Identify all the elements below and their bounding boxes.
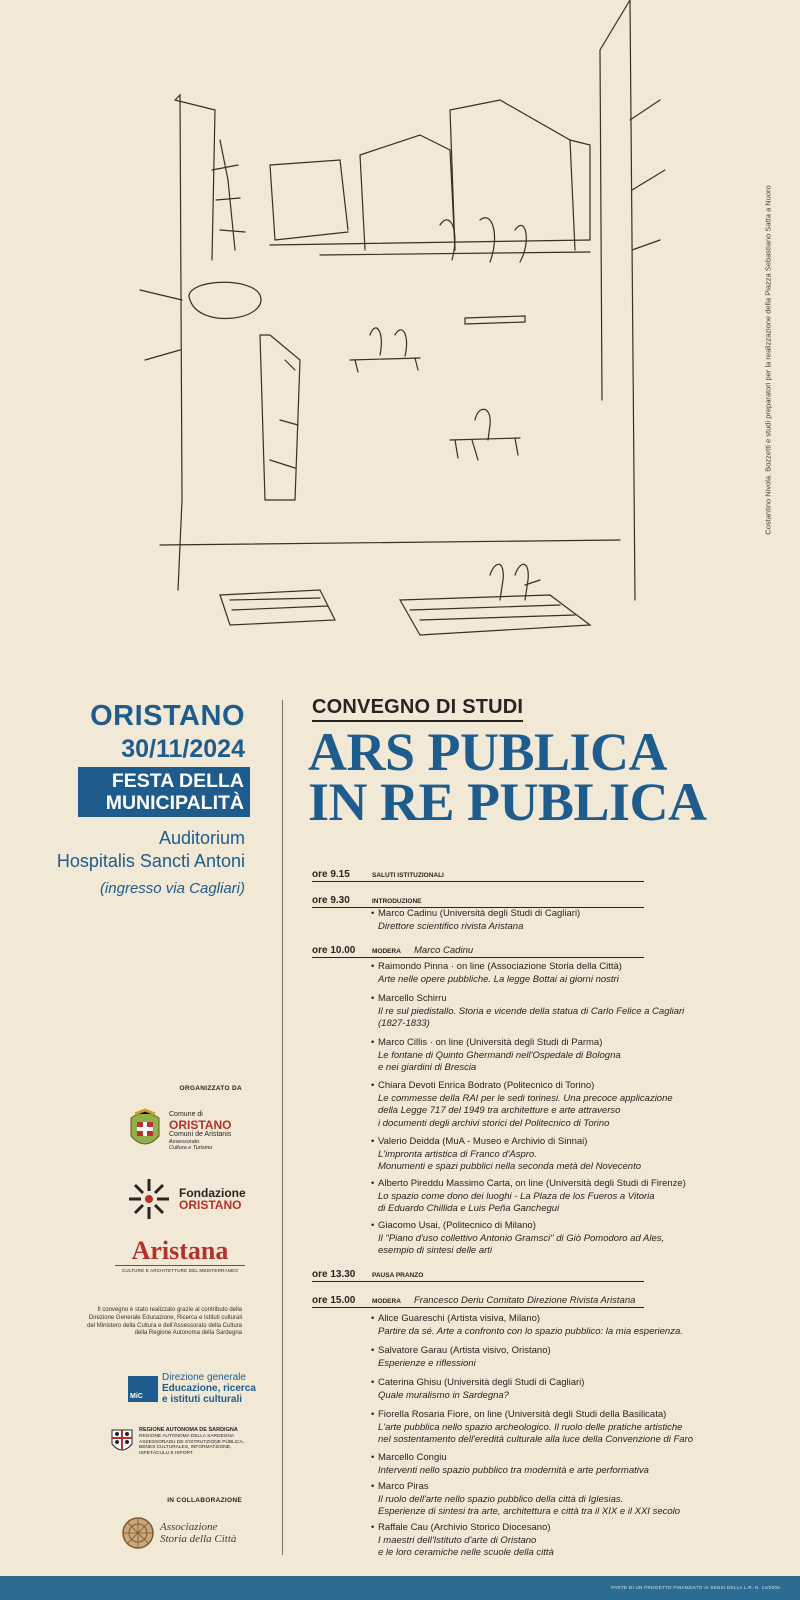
talk-desc: esempio di sintesi delle arti xyxy=(378,1245,493,1256)
comune-sub-3: Cultura e Turismo xyxy=(169,1145,213,1151)
talk-desc: i documenti degli archivi storici del Politecnico di Torino xyxy=(378,1117,610,1129)
city-name: ORISTANO xyxy=(90,700,245,732)
talk-item xyxy=(372,993,762,1031)
aristana-logo xyxy=(115,1238,245,1273)
talk-desc: di Eduardo Chillida e Luis Peña Ganchegui xyxy=(378,1203,560,1214)
dg-line-3: e istituti culturali xyxy=(162,1394,243,1405)
talk-desc: L'impronta artistica di Franco d'Aspro. xyxy=(378,1148,537,1160)
talk-desc: (1827-1833) xyxy=(378,1018,430,1029)
talk-item xyxy=(372,1136,762,1174)
talk-desc: della Legge 717 del 1949 tra architetture e arte attraverso xyxy=(378,1105,621,1116)
talk-desc: Direttore scientifico rivista Aristana xyxy=(378,920,524,932)
coat-of-arms-icon xyxy=(125,1108,165,1154)
fondazione-line-1: Fondazione xyxy=(179,1186,246,1200)
speaker: • Valerio Deidda (MuA - Museo e Archivio di Sinnai) xyxy=(372,1136,762,1149)
talk-desc: I maestri dell'Istituto d'arte di Oristano xyxy=(378,1534,537,1546)
comune-sub-1: Comuni de Aristanis xyxy=(169,1131,232,1138)
venue xyxy=(57,827,245,873)
speaker: • Caterina Ghisu (Università degli Studi di Cagliari) xyxy=(372,1377,762,1390)
speaker: • Marcello Congiu xyxy=(372,1452,762,1465)
speaker: • Salvatore Garau (Artista visivo, Oristano) xyxy=(372,1345,762,1358)
talk-item xyxy=(372,961,762,986)
speaker: • Raffale Cau (Archivio Storico Diocesano) xyxy=(372,1522,762,1535)
schedule-row xyxy=(312,895,644,908)
aristana-name: Aristana xyxy=(131,1236,229,1265)
aristana-subtitle: CULTURE E ARCHITETTURE DEL MEDITERRANEO xyxy=(115,1265,245,1273)
session-time: ore 9.15 xyxy=(312,869,350,880)
sketch-illustration xyxy=(120,0,680,670)
artwork-credit: Costantino Nivola. Bozzetti e studi preparatori per la realizzazione della Piazza Sebastiano Satta a Nuoro xyxy=(763,185,773,535)
talk-desc: Partire da sé. Arte a confronto con lo spazio pubblico: la mia esperienza. xyxy=(378,1325,683,1337)
talk-item xyxy=(372,1377,762,1402)
speaker: • Fiorella Rosaria Fiore, on line (Università degli Studi della Basilicata) xyxy=(372,1409,762,1422)
talk-item xyxy=(372,1313,762,1338)
talk-desc: Il "Piano d'uso collettivo Antonio Gramsci" di Giò Pomodoro ad Ales, xyxy=(378,1232,665,1244)
event-title xyxy=(308,722,707,832)
comune-sub-2: Assessorato xyxy=(169,1139,200,1145)
associazione-logo xyxy=(120,1515,236,1551)
talk-desc: Quale muralismo in Sardegna? xyxy=(378,1389,509,1401)
title-line-1: ARS PUBLICA xyxy=(308,722,668,782)
talk-item xyxy=(372,1452,762,1477)
footer-bar xyxy=(0,1576,800,1600)
comune-oristano-logo xyxy=(125,1108,231,1154)
talk-desc: Monumenti e spazi pubblici nella seconda metà del Novecento xyxy=(378,1161,641,1172)
schedule-row xyxy=(312,945,644,958)
ras-line-2: REGIONE AUTONOMA DELLA SARDEGNA xyxy=(139,1433,235,1439)
dg-line-2: Educazione, ricerca xyxy=(162,1383,256,1394)
talk-item xyxy=(372,908,762,933)
speaker: • Giacomo Usai, (Politecnico di Milano) xyxy=(372,1220,762,1233)
talk-item xyxy=(372,1080,762,1130)
talk-desc: Lo spazio come dono dei luoghi - La Plaza de los Fueros a Vitoria xyxy=(378,1190,655,1202)
session-label: SALUTI ISTITUZIONALI xyxy=(372,872,444,879)
talk-item xyxy=(372,1522,762,1560)
session-label: INTRODUZIONE xyxy=(372,898,422,905)
session-time: ore 10.00 xyxy=(312,945,356,956)
title-line-2: IN RE PUBLICA xyxy=(308,772,707,832)
talk-item xyxy=(372,1037,762,1075)
comune-big: ORISTANO xyxy=(169,1118,232,1132)
speaker: • Alberto Pireddu Massimo Carta, on line (Università degli Studi di Firenze) xyxy=(372,1178,762,1191)
session-label: MODERA xyxy=(372,1298,401,1305)
venue-line-2: Hospitalis Sancti Antoni xyxy=(56,851,245,871)
regione-sardegna-logo xyxy=(110,1428,249,1457)
session-label: PAUSA PRANZO xyxy=(372,1272,424,1279)
speaker: • Marcello Schirru xyxy=(372,993,762,1006)
talk-item xyxy=(372,1178,762,1216)
footer-note: PARTE DI UN PROGETTO FINANZIATO AI SENSI DELLA L.R. N. 14/2006 xyxy=(611,1585,780,1590)
session-label: MODERA xyxy=(372,948,401,955)
talk-item xyxy=(372,1220,762,1258)
column-divider xyxy=(282,700,283,1555)
speaker: • Chiara Devoti Enrica Bodrato (Politecnico di Torino) xyxy=(372,1080,762,1093)
talk-desc: Il re sul piedistallo. Storia e vicende della statua di Carlo Felice a Cagliari xyxy=(378,1005,685,1017)
schedule-row xyxy=(312,1269,644,1282)
organized-by-label: ORGANIZZATO DA xyxy=(179,1085,242,1092)
venue-line-1: Auditorium xyxy=(158,828,245,848)
talk-desc: L'arte pubblica nello spazio archeologico. Il ruolo delle pratiche artistiche xyxy=(378,1421,683,1433)
direzione-generale-logo xyxy=(128,1372,256,1405)
talk-desc: Interventi nello spazio pubblico tra modernità e arte performativa xyxy=(378,1464,649,1476)
contribution-note: Il convegno è stato realizzato grazie al contributo della Direzione Generale Educazione, Ricerca e Istituti culturali del Ministero della Cultura e dell'Assessorato della Cultura della Regione Autonoma della Sardegna xyxy=(87,1307,242,1337)
seal-icon xyxy=(120,1515,156,1551)
schedule-row xyxy=(312,869,644,882)
talk-desc: Arte nelle opere pubbliche. La legge Bottai ai giorni nostri xyxy=(378,973,619,985)
ras-line-1: REGIONE AUTONOMA DE SARDIGNA xyxy=(139,1427,238,1433)
mic-badge: MiC xyxy=(128,1376,158,1402)
talk-desc: nel sostentamento dell'eredità culturale alla luce della Convenzione di Faro xyxy=(378,1434,693,1445)
speaker: • Marco Cillis · on line (Università degli Studi di Parma) xyxy=(372,1037,762,1050)
session-time: ore 13.30 xyxy=(312,1269,356,1280)
moderator: Francesco Deriu Comitato Direzione Rivista Aristana xyxy=(414,1295,636,1306)
session-time: ore 9.30 xyxy=(312,895,350,906)
collaboration-label: IN COLLABORAZIONE xyxy=(167,1497,242,1504)
speaker: • Alice Guareschi (Artista visiva, Milano) xyxy=(372,1313,762,1326)
talk-item xyxy=(372,1481,762,1519)
fondazione-line-2: ORISTANO xyxy=(179,1198,242,1212)
talk-item xyxy=(372,1345,762,1370)
assoc-line-2: Storia della Città xyxy=(160,1533,237,1545)
talk-desc: e nei giardini di Brescia xyxy=(378,1062,477,1073)
ras-line-3: ASSESSORADU DE S'ISTRUTZIONE PÙBLICA, BENES CULTURALES, INFORMATZIONE, ISPETÀCULU E ISPORT xyxy=(139,1439,245,1457)
talk-desc: Il ruolo dell'arte nello spazio pubblico della città di Iglesias. xyxy=(378,1493,624,1505)
fondazione-oristano-logo xyxy=(125,1175,246,1223)
convegno-label: CONVEGNO DI STUDI xyxy=(312,696,523,722)
talk-desc: e le loro ceramiche nelle scuole della città xyxy=(378,1547,554,1558)
assoc-line-1: Associazione xyxy=(160,1521,218,1533)
session-time: ore 15.00 xyxy=(312,1295,356,1306)
regional-shield-icon xyxy=(110,1428,134,1456)
star-logo-icon xyxy=(125,1175,173,1223)
talk-desc: Le commesse della RAI per le sedi torinesi. Una precoce applicazione xyxy=(378,1092,673,1104)
festa-banner: FESTA DELLA MUNICIPALITÀ xyxy=(78,767,250,817)
event-date: 30/11/2024 xyxy=(121,735,245,763)
talk-desc: Esperienze e riflessioni xyxy=(378,1357,476,1369)
moderator: Marco Cadinu xyxy=(414,945,474,956)
speaker: • Raimondo Pinna · on line (Associazione Storia della Città) xyxy=(372,961,762,974)
comune-small: Comune di xyxy=(169,1111,203,1118)
dg-line-1: Direzione generale xyxy=(162,1372,246,1383)
entrance-note: (ingresso via Cagliari) xyxy=(99,880,245,897)
speaker: • Marco Cadinu (Università degli Studi di Cagliari) xyxy=(372,908,762,921)
talk-desc: Esperienze di sintesi tra arte, architettura e città tra il XIX e il XXI secolo xyxy=(378,1506,681,1517)
schedule-row xyxy=(312,1295,644,1308)
talk-desc: Le fontane di Quinto Ghermandi nell'Ospedale di Bologna xyxy=(378,1049,621,1061)
speaker: • Marco Piras xyxy=(372,1481,762,1494)
talk-item xyxy=(372,1409,762,1447)
